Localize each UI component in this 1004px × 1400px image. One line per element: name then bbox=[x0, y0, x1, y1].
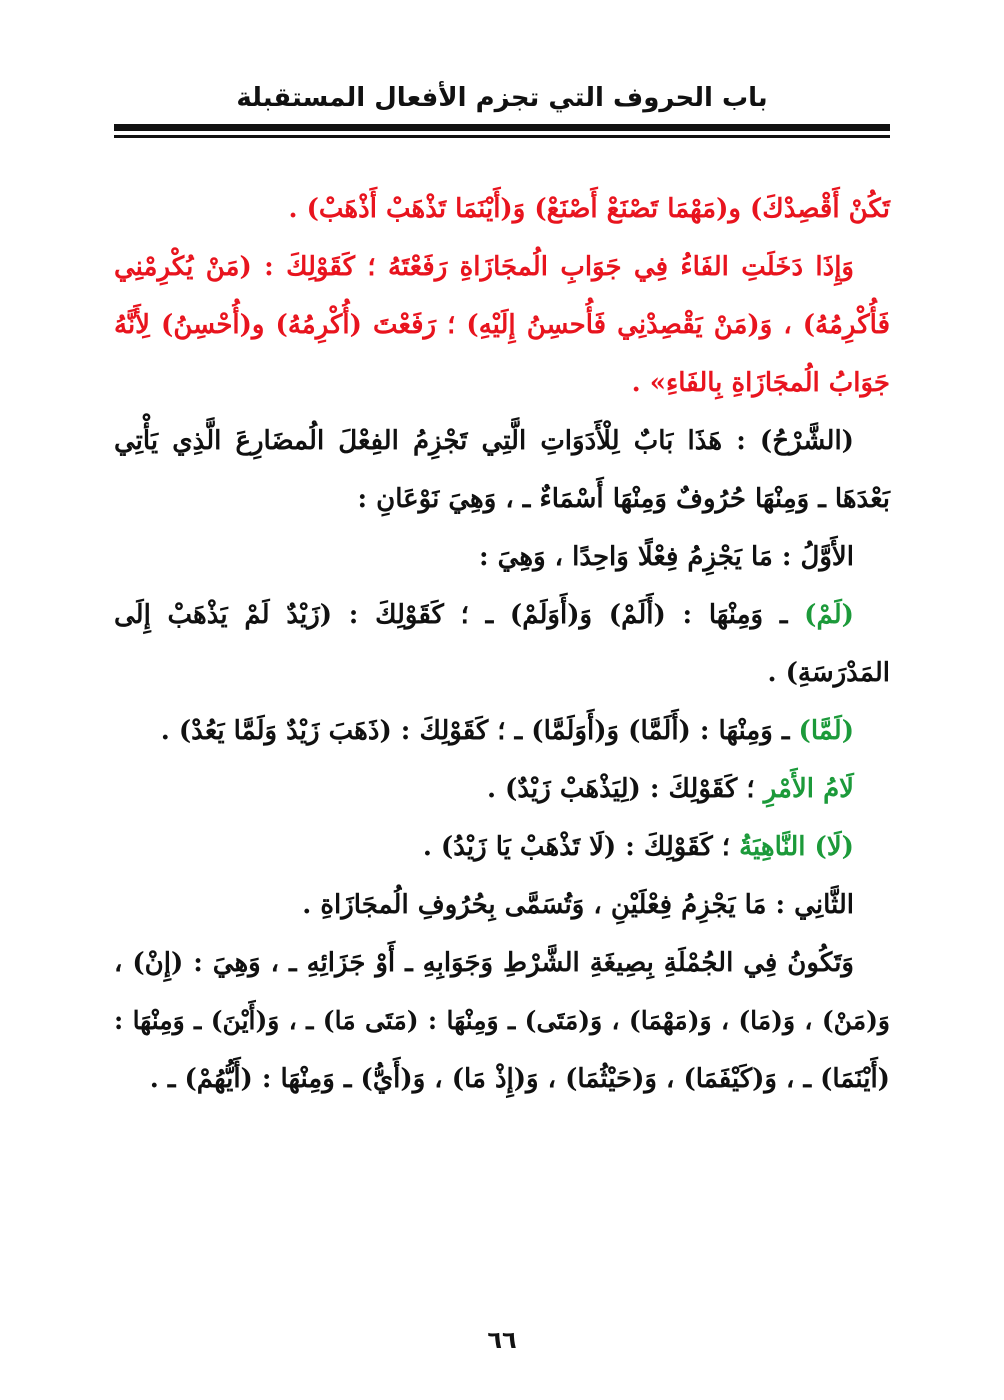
header-rule-thin bbox=[114, 135, 890, 138]
line-11-text: ؛ كَقَوْلِكَ : (لِيَذْهَبْ زَيْدٌ) . bbox=[486, 774, 764, 804]
text-line-14 bbox=[114, 934, 890, 992]
line-14-text: وَتَكُونُ فِي الجُمْلَةِ بِصِيغَةِ الشَّرْطِ وَجَوَابِهِ ـ أَوْ جَزَائِهِ ـ ، وَهِيَ : (إِنْ) ، bbox=[114, 948, 854, 978]
line-1-text: تَكُنْ أَقْصِدْكَ) و(مَهْمَا تَصْنَعْ أَصْنَعْ) وَ(أَيْنَمَا تَذْهَبْ أَذْهَبْ) . bbox=[288, 194, 890, 224]
text-line-16 bbox=[114, 1050, 890, 1108]
page-header-title: باب الحروف التي تجزم الأفعال المستقبلة bbox=[236, 83, 768, 113]
text-line-9 bbox=[114, 644, 890, 702]
text-line-11 bbox=[114, 760, 890, 818]
line-4-text: جَوَابُ الُمجَازَاةِ بِالفَاءِ» . bbox=[631, 368, 890, 398]
term-la-nahiya: (لَا) النَّاهِيَةُ bbox=[739, 832, 854, 862]
line-16-text: (أَيْنَمَا) ـ ، وَ(كَيْفَمَا) ، وَ(حَيْثُمَا) ، وَ(إِذْ مَا) ، وَ(أَيُّ) ـ وَمِنْهَا : (أَيُّهُمْ) ـ . bbox=[149, 1064, 890, 1094]
line-10-text: ـ وَمِنْهَا : (أَلَمَّا) وَ(أَوَلَمَّا) ـ ؛ كَقَوْلِكَ : (ذَهَبَ زَيْدٌ وَلَمَّا يَعُدْ) . bbox=[160, 716, 799, 746]
line-6-text: بَعْدَهَا ـ وَمِنْهَا حُرُوفٌ وَمِنْهَا أَسْمَاءٌ ـ ، وَهِيَ نَوْعَانِ : bbox=[357, 484, 890, 514]
line-8-text: ـ وَمِنْهَا : (أَلَمْ) وَ(أَوَلَمْ) ـ ؛ كَقَوْلِكَ : (زَيْدٌ لَمْ يَذْهَبْ إِلَى bbox=[114, 600, 805, 630]
text-line-3 bbox=[114, 296, 890, 354]
text-line-5 bbox=[114, 412, 890, 470]
header-rule-thick bbox=[114, 124, 890, 131]
line-7-text: الأَوَّلُ : مَا يَجْزِمُ فِعْلًا وَاحِدًا ، وَهِيَ : bbox=[479, 542, 854, 572]
text-line-4 bbox=[114, 354, 890, 412]
line-5-text: (الشَّرْحُ) : هَذَا بَابٌ لِلْأَدَوَاتِ الَّتِي تَجْزِمُ الفِعْلَ الُمضَارِعَ الَّذِي يَأْتِي bbox=[114, 426, 854, 456]
page-number: ٦٦ bbox=[487, 1326, 517, 1354]
line-12-text: ؛ كَقَوْلِكَ : (لَا تَذْهَبْ يَا زَيْدُ) . bbox=[422, 832, 740, 862]
term-lam-al-amr: لَامُ الأَمْرِ bbox=[763, 774, 854, 804]
line-3-text: فَأُكْرِمُهُ) ، وَ(مَنْ يَقْصِدْنِي فَأُحسِنُ إِلَيْهِ) ؛ رَفَعْتَ (أُكْرِمُهُ) و(أُحْسِنُ) لِأَنَّهُ bbox=[114, 310, 890, 340]
line-15-text: وَ(مَنْ) ، وَ(مَا) ، وَ(مَهْمَا) ، وَ(مَتَى) ـ وَمِنْهَا : (مَتَى مَا) ـ ، وَ(أَيْنَ) ـ وَمِنْهَا : bbox=[114, 1006, 890, 1035]
line-13-text: الثَّانِي : مَا يَجْزِمُ فِعْلَيْنِ ، وَتُسَمَّى بِحُرُوفِ الُمجَازَاةِ . bbox=[302, 890, 854, 920]
term-lamma: (لَمَّا) bbox=[798, 716, 854, 746]
line-2-text: وَإِذَا دَخَلَتِ الفَاءُ فِي جَوَابِ الُمجَازَاةِ رَفَعْتَهُ ؛ كَقَوْلِكَ : (مَنْ يُكْرِمْنِي bbox=[114, 252, 854, 282]
text-line-13 bbox=[114, 876, 890, 934]
text-line-12 bbox=[114, 818, 890, 876]
line-9-text: المَدْرَسَةِ) . bbox=[767, 658, 890, 688]
text-line-1 bbox=[114, 180, 890, 238]
term-lam: (لَمْ) bbox=[804, 600, 854, 630]
text-line-8 bbox=[114, 586, 890, 644]
text-line-2 bbox=[114, 238, 890, 296]
text-line-10 bbox=[114, 702, 890, 760]
text-line-6 bbox=[114, 470, 890, 528]
body-text bbox=[114, 180, 890, 1108]
text-line-15 bbox=[114, 992, 890, 1050]
text-line-7 bbox=[114, 528, 890, 586]
